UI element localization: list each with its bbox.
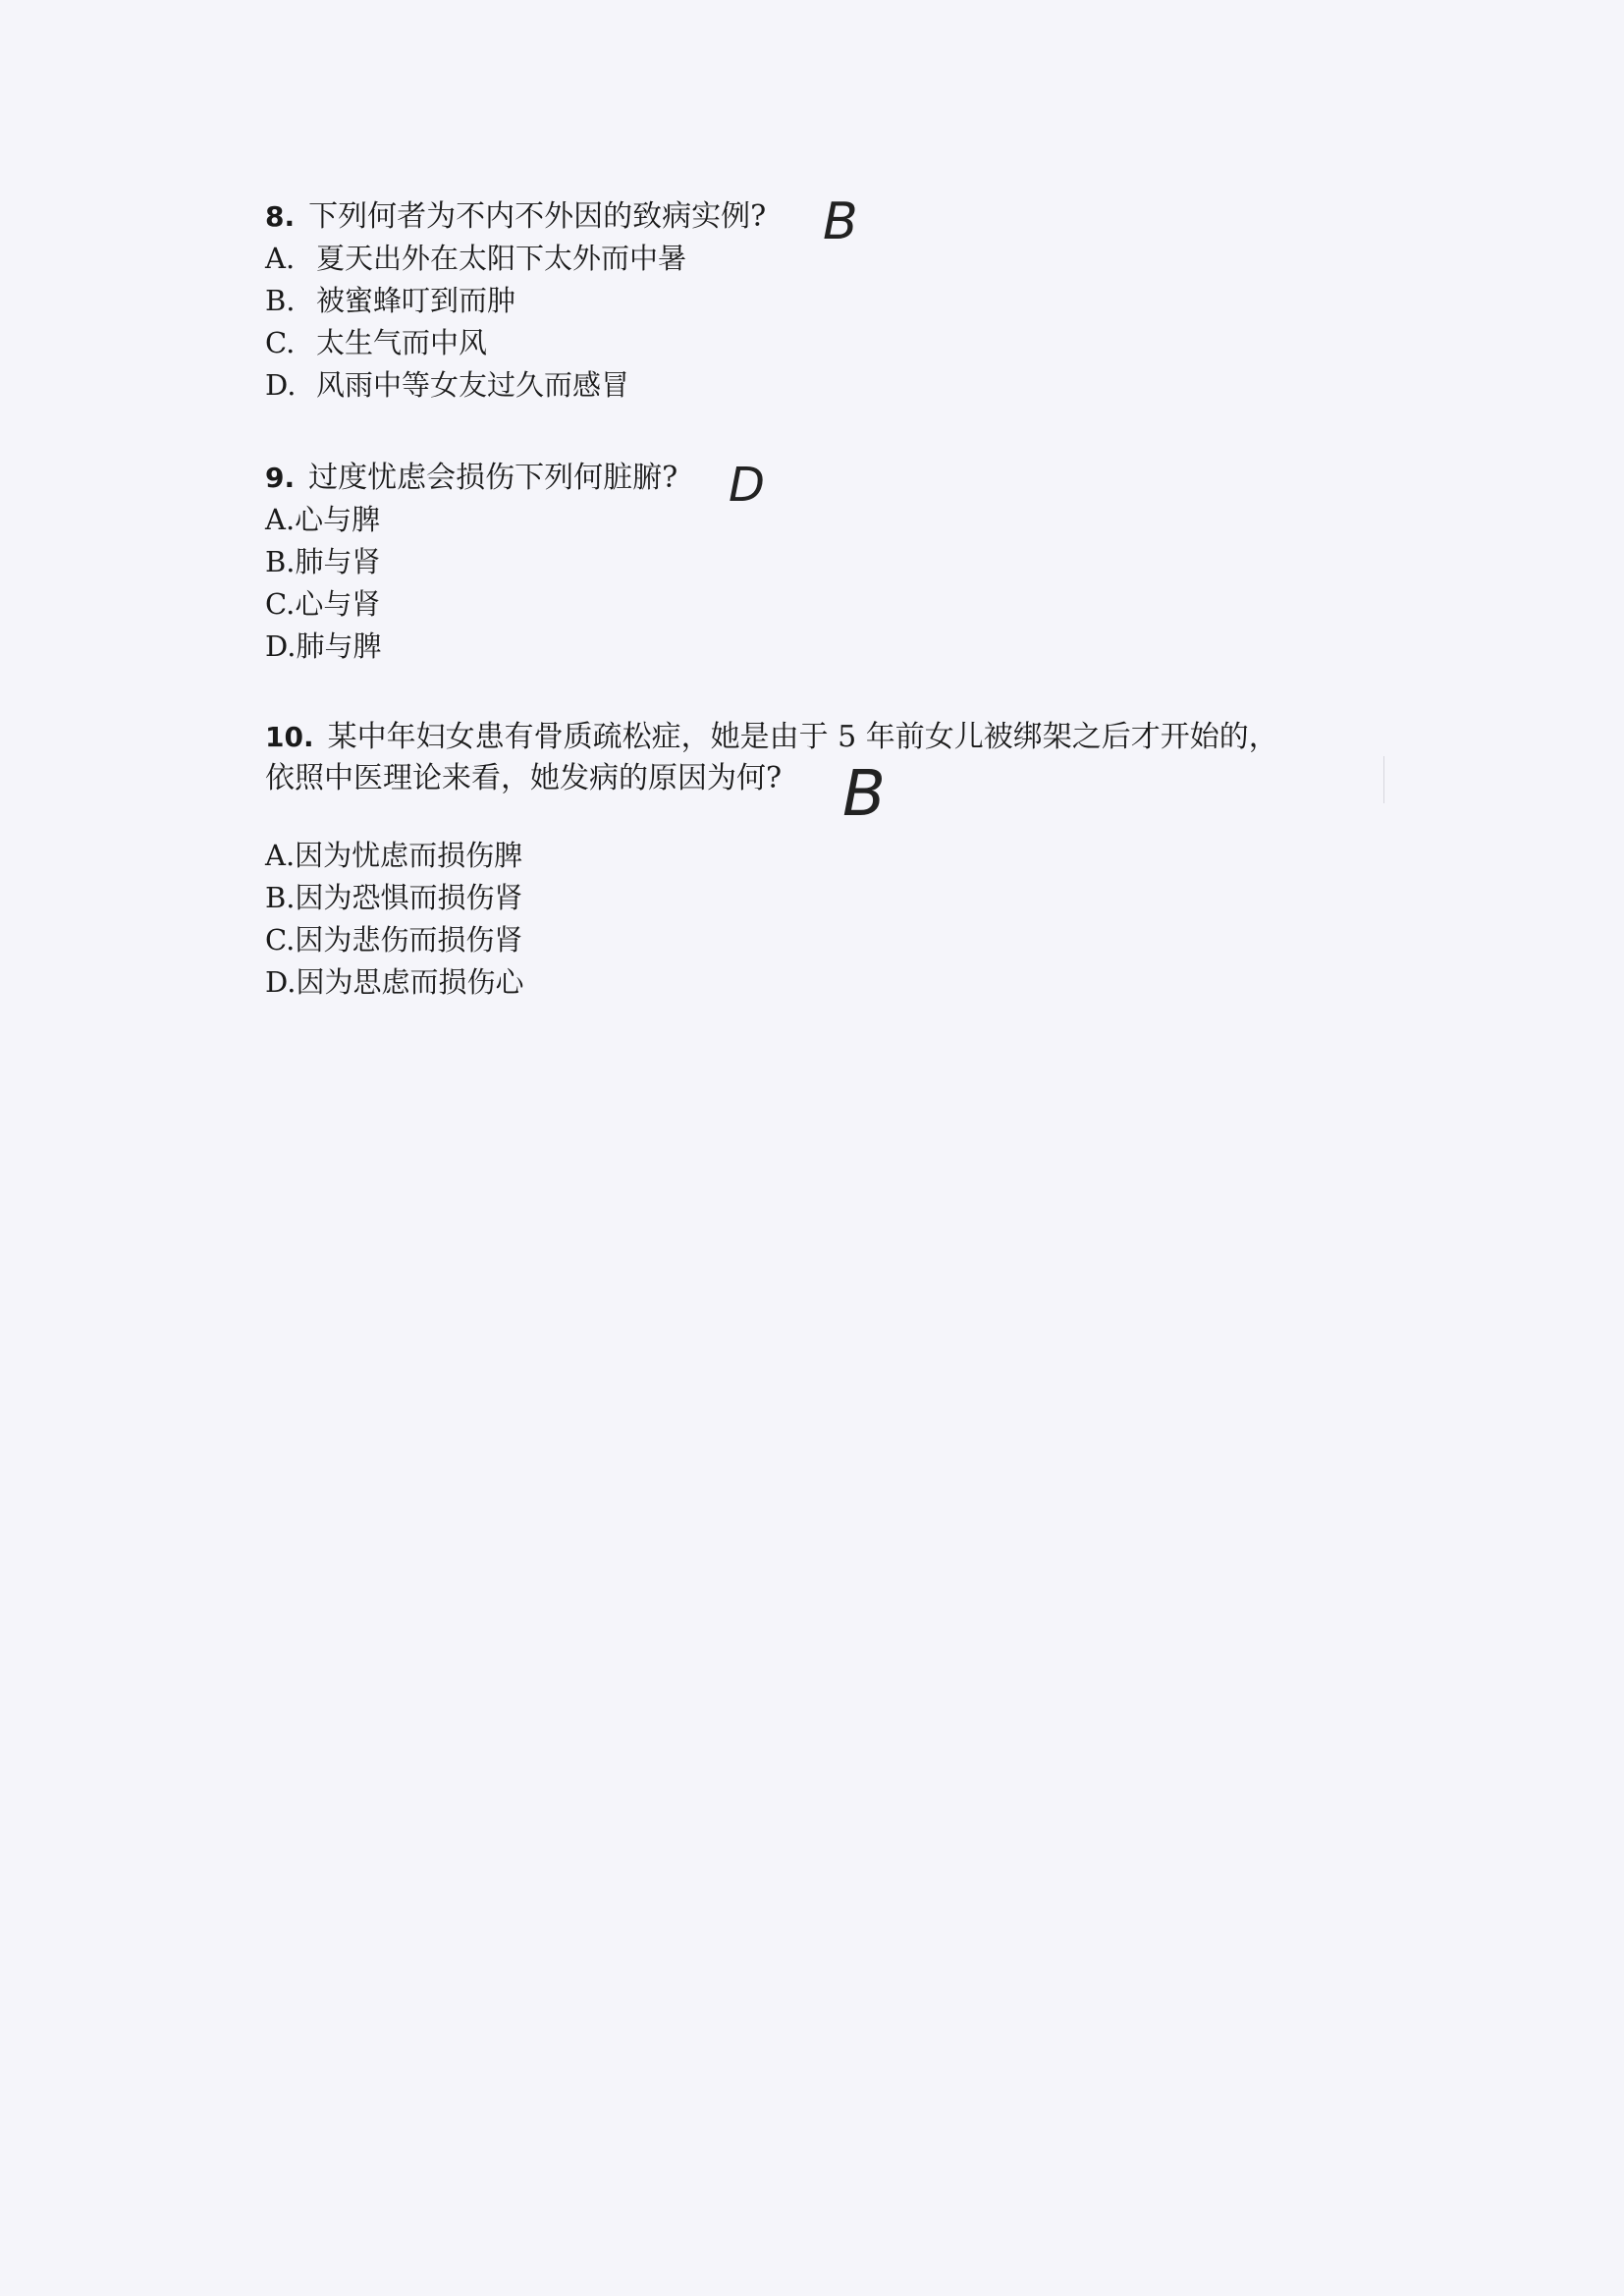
option-letter: D. xyxy=(265,629,297,663)
option-letter: A. xyxy=(265,503,296,536)
question-text: 过度忧虑会损伤下列何脏腑? xyxy=(308,461,678,495)
option-text: 因为思虑而损伤心 xyxy=(296,965,524,999)
option-text: 因为悲伤而损伤肾 xyxy=(295,923,523,957)
option-d xyxy=(265,626,1404,668)
question-text: 下列何者为不内不外因的致病实例? xyxy=(308,199,767,234)
option-letter: C. xyxy=(265,326,296,359)
option-letter: B. xyxy=(265,881,296,914)
option-text: 因为忧虑而损伤脾 xyxy=(295,839,523,872)
question-10 xyxy=(265,717,1404,1004)
option-a xyxy=(265,499,1404,541)
options-list xyxy=(265,499,1404,668)
handwritten-answer-9: D xyxy=(729,458,765,513)
option-letter: B. xyxy=(265,284,296,317)
option-c xyxy=(265,322,1404,364)
handwritten-answer-10: B xyxy=(842,758,886,831)
question-number: 9. xyxy=(265,462,296,494)
option-letter: C. xyxy=(265,923,296,957)
option-d xyxy=(265,961,1404,1004)
option-c xyxy=(265,583,1404,626)
scan-artifact-line xyxy=(1383,756,1384,803)
handwritten-answer-8: B xyxy=(823,192,858,251)
option-a xyxy=(265,835,1404,877)
option-letter: D. xyxy=(265,368,297,402)
option-text: 太生气而中风 xyxy=(316,326,488,359)
question-text-line-1: 某中年妇女患有骨质疏松症，她是由于 5 年前女儿被绑架之后才开始的， xyxy=(327,720,1278,754)
question-stem xyxy=(265,717,1404,758)
option-letter: B. xyxy=(265,545,296,578)
option-letter: A. xyxy=(265,242,296,275)
option-text: 被蜜蜂叮到而肿 xyxy=(316,284,516,317)
question-number: 8. xyxy=(265,200,296,233)
option-text: 夏天出外在太阳下太外而中暑 xyxy=(316,242,687,275)
option-text: 心与脾 xyxy=(295,503,381,536)
option-c xyxy=(265,919,1404,961)
options-list xyxy=(265,835,1404,1004)
option-text: 肺与脾 xyxy=(296,629,382,663)
question-number: 10. xyxy=(265,721,314,753)
option-b xyxy=(265,541,1404,583)
question-text-line-2: 依照中医理论来看，她发病的原因为何? xyxy=(265,761,783,795)
option-letter: A. xyxy=(265,839,296,872)
option-text: 因为恐惧而损伤肾 xyxy=(295,881,523,914)
option-text: 心与肾 xyxy=(295,587,381,621)
option-letter: D. xyxy=(265,965,297,999)
question-9 xyxy=(265,458,1404,668)
option-letter: C. xyxy=(265,587,296,621)
option-b xyxy=(265,280,1404,322)
option-d xyxy=(265,364,1404,407)
option-b xyxy=(265,877,1404,919)
option-text: 风雨中等女友过久而感冒 xyxy=(316,368,630,402)
question-stem xyxy=(265,458,1404,499)
option-text: 肺与肾 xyxy=(295,545,381,578)
options-list xyxy=(265,238,1404,407)
